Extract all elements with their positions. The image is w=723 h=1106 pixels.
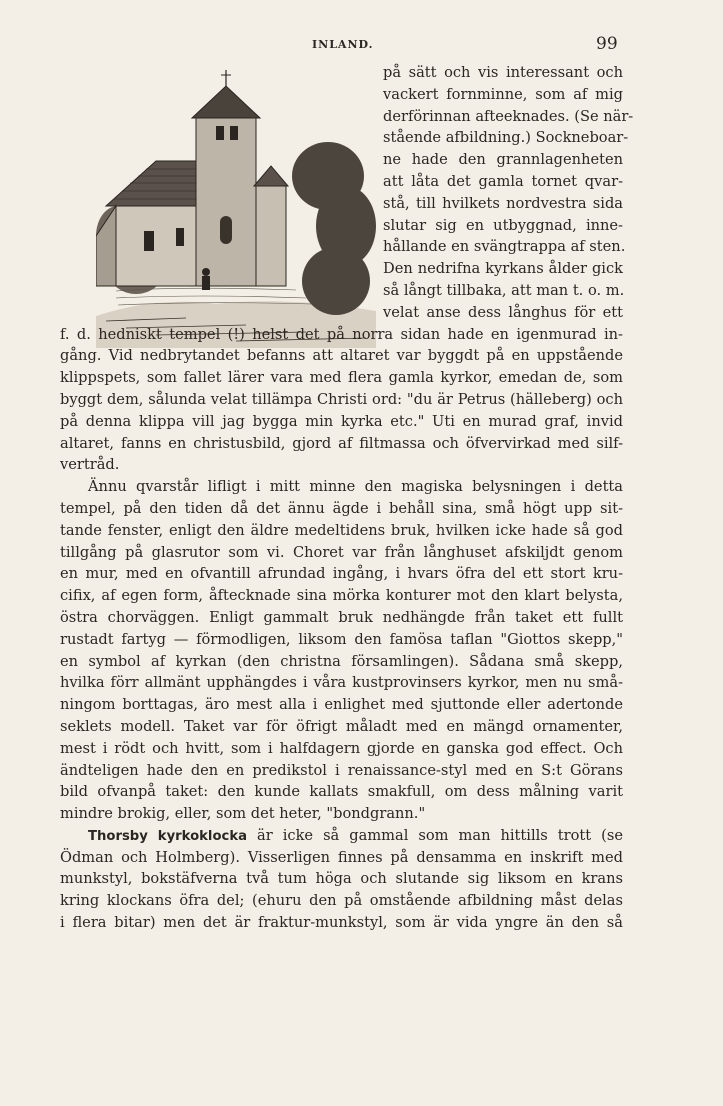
text-line: kring klockans öfra del; (ehuru den på omstående afbildning måst delas [60,892,623,910]
text-line: mindre brokig, eller, som det heter, "bondgrann." [60,805,426,823]
text-line: altaret, fanns en christusbild, gjord af filtmassa och öfvervirkad med silf- [60,434,623,452]
text-line: tande fenster, enligt den äldre medeltidens bruk, hvilken icke hade så god [60,521,623,539]
text-line: stå, till hvilkets nordvestra sida [383,194,623,212]
text-line: att låta det gamla tornet qvar- [383,172,623,190]
body-text [60,62,634,934]
text-line: rustadt fartyg — förmodligen, liksom den famösa taflan "Giottos skepp," [60,630,623,648]
text-line: slutar sig en utbyggnad, inne- [383,216,623,234]
text-line: ningom borttagas, äro mest alla i enlighet med sjuttonde eller adertonde [60,696,623,714]
text-line: Den nedrifna kyrkans ålder gick [383,260,623,278]
text-line: hållande en svängtrappa af sten. [383,238,626,256]
text-line: hvilka förr allmänt upphängdes i våra kustprovinsers kyrkor, men nu små- [60,674,623,692]
text-line [60,825,623,847]
text-line: gång. Vid nedbrytandet befanns att altaret var byggdt på en uppstående [60,347,623,365]
page-number: 99 [596,34,618,54]
text-line: derförinnan afteeknades. (Se när- [383,107,634,125]
text-line: vackert fornminne, som af mig [383,85,623,103]
text-line: ne hade den grannlagenheten [383,151,623,169]
text-line: Ännu qvarstår lifligt i mitt minne den magiska belysningen i detta [88,478,623,496]
text-line: Ödman och Holmberg). Visserligen finnes på densamma en inskrift med [60,848,623,866]
text-line: ändteligen hade den en predikstol i renaissance-styl med en S:t Görans [60,761,623,779]
text-line: östra chorväggen. Enligt gammalt bruk nedhängde från taket ett fullt [60,608,623,626]
text-line: velat anse dess långhus för ett [383,303,623,321]
text-line: tillgång på glasrutor som vi. Choret var från långhuset afskiljdt genom [60,543,623,561]
text-line: klippspets, som fallet lärer vara med flera gamla kyrkor, emedan de, som [60,369,623,387]
text-line: munkstyl, bokstäfverna två tum höga och slutande sig liksom en krans [60,870,623,888]
text-line: stående afbildning.) Sockneboar- [383,129,629,147]
page-header [0,34,723,58]
text-line: seklets modell. Taket var för öfrigt måladt med en mängd ornamenter, [60,717,623,735]
text-line: bild ofvanpå taket: den kunde kallats smakfull, om dess målning varit [60,783,623,801]
paragraph-lead-rest: är icke så gammal som man hittills trott (se [247,826,623,844]
text-line: på denna klippa vill jag bygga min kyrka etc." Uti en murad graf, invid [60,412,623,430]
text-line: vertråd. [60,456,120,474]
text-line: cifix, af egen form, åftecknade sina mörka konturer mot den klart belysta, [60,587,623,605]
text-line: i flera bitar) men det är fraktur-munkstyl, som är vida yngre än den så [60,914,623,932]
text-line: en symbol af kyrkan (den christna församlingen). Sådana små skepp, [60,652,623,670]
running-head: INLAND. [312,38,374,51]
text-line: byggt dem, sålunda velat tillämpa Christi ord: "du är Petrus (hälleberg) och [60,390,623,408]
text-line: tempel, på den tiden då det ännu ägde i behåll sina, små högt upp sit- [60,499,623,517]
text-line: en mur, med en ofvantill afrundad ingång, i hvars öfra del ett stort kru- [60,565,623,583]
text-line: på sätt och vis interessant och [383,64,623,81]
text-line: mest i rödt och hvitt, som i halfdagern gjorde en ganska god effect. Och [60,739,623,757]
paragraph-lead: Thorsby kyrkoklocka [88,828,247,844]
text-line: så långt tillbaka, att man t. o. m. [383,281,625,299]
text-line: f. d. hedniskt tempel (!) helst det på norra sidan hade en igenmurad in- [60,325,623,343]
